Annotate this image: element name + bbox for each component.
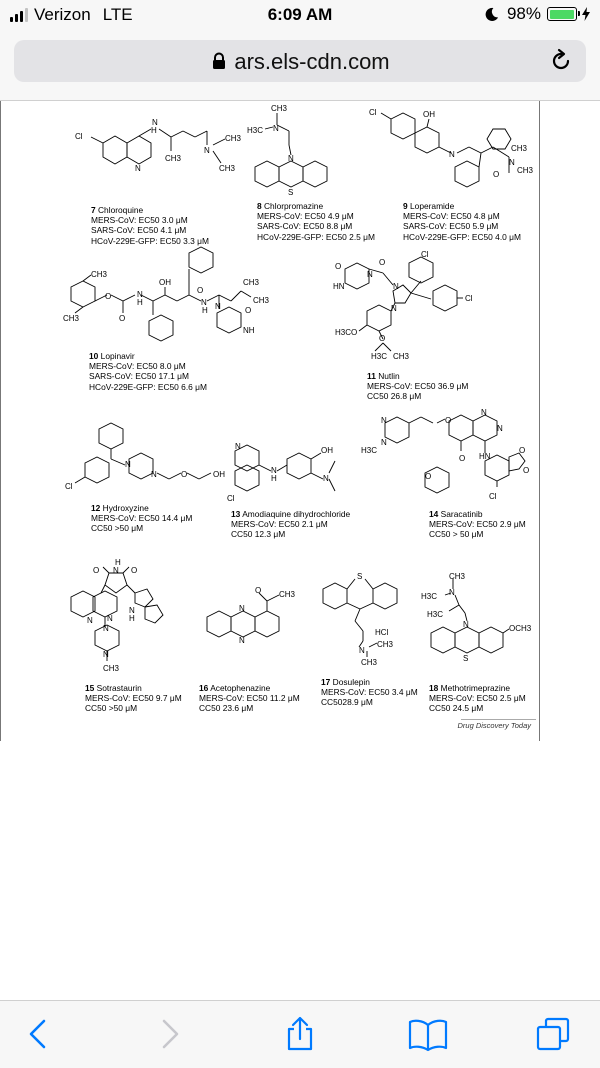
atom-label: CH3: [393, 352, 410, 361]
atom-label: O: [255, 586, 262, 595]
atom-label: O: [459, 454, 466, 463]
atom-label: Cl: [489, 492, 497, 501]
caption-14: 14 Saracatinib MERS-CoV: EC50 2.9 μM CC50 > 50 μM: [429, 509, 526, 540]
do-not-disturb-moon-icon: [484, 7, 499, 22]
network-type: LTE: [102, 5, 133, 24]
atom-label: N: [151, 470, 157, 479]
atom-label: H3C: [421, 592, 438, 601]
structure-11-nutlin: [331, 251, 501, 363]
caption-10: 10 Lopinavir MERS-CoV: EC50 8.0 μM SARS-CoV: EC50 17.1 μM HCoV-229E-GFP: EC50 6.6 μM: [89, 351, 207, 392]
atom-label: N: [391, 304, 397, 313]
atom-label: N: [323, 474, 329, 483]
caption-17: 17 Dosulepin MERS-CoV: EC50 3.4 μM CC5028.9 μM: [321, 677, 418, 708]
atom-label: N: [129, 606, 135, 615]
atom-label: N: [239, 604, 245, 613]
atom-label: H: [151, 126, 157, 135]
atom-label: H: [129, 614, 135, 623]
atom-label: CH3: [377, 640, 394, 649]
atom-label: OH: [321, 446, 333, 455]
atom-label: CH3: [63, 314, 80, 323]
atom-label: CH3: [103, 664, 120, 673]
battery-icon: [547, 7, 577, 21]
atom-label: N: [204, 146, 210, 155]
tabs-icon[interactable]: [536, 1017, 570, 1051]
caption-11: 11 Nutlin MERS-CoV: EC50 36.9 μM CC50 26.8 μM: [367, 371, 469, 402]
atom-label: N: [235, 442, 241, 451]
atom-label: H3C: [247, 126, 264, 135]
atom-label: NH: [243, 326, 255, 335]
atom-label: N: [481, 408, 487, 417]
structure-7-chloroquine: [73, 118, 243, 203]
atom-label: O: [131, 566, 138, 575]
atom-label: H3C: [371, 352, 388, 361]
browser-toolbar: [0, 1000, 600, 1068]
url-text: ars.els-cdn.com: [234, 49, 390, 74]
structure-9-loperamide: [369, 103, 539, 199]
atom-label: N: [201, 298, 207, 307]
structure-14-saracatinib: [361, 407, 541, 511]
atom-label: N: [107, 614, 113, 623]
atom-label: N: [103, 650, 109, 659]
atom-label: N: [215, 302, 221, 311]
atom-label: CH3: [271, 104, 288, 113]
atom-label: N: [271, 466, 277, 475]
atom-label: H: [115, 558, 121, 567]
structure-8-chlorpromazine: [239, 103, 339, 199]
caption-13: 13 Amodiaquine dihydrochloride MERS-CoV: EC50 2.1 μM CC50 12.3 μM: [231, 509, 351, 540]
atom-label: CH3: [165, 154, 182, 163]
bookmarks-book-icon[interactable]: [408, 1017, 448, 1051]
atom-label: CH3: [361, 658, 378, 667]
reload-icon[interactable]: [550, 50, 572, 72]
atom-label: N: [125, 460, 131, 469]
figure-image: [0, 101, 540, 741]
page-content: [0, 101, 600, 1001]
atom-label: N: [152, 118, 158, 127]
atom-label: OH: [423, 110, 435, 119]
atom-label: HN: [333, 282, 345, 291]
atom-label: N: [381, 438, 387, 447]
atom-label: CH3: [253, 296, 270, 305]
atom-label: N: [113, 566, 119, 575]
atom-label: N: [463, 620, 469, 629]
atom-label: O: [379, 334, 386, 343]
atom-label: N: [135, 164, 141, 173]
structure-12-hydroxyzine: [63, 419, 243, 499]
atom-label: N: [288, 154, 294, 163]
browser-address-bar: [0, 30, 600, 101]
atom-label: CH3: [517, 166, 534, 175]
carrier-name: Verizon: [34, 5, 91, 24]
atom-label: OH: [159, 278, 171, 287]
atom-label: O: [379, 258, 386, 267]
charging-bolt-icon: [582, 7, 590, 21]
atom-label: CH3: [91, 270, 108, 279]
atom-label: O: [335, 262, 342, 271]
caption-8: 8 Chlorpromazine MERS-CoV: EC50 4.9 μM SARS-CoV: EC50 8.8 μM HCoV-229E-GFP: EC50 2.5 μM: [257, 201, 375, 242]
atom-label: O: [181, 470, 188, 479]
atom-label: OCH3: [509, 624, 532, 633]
atom-label: CH3: [243, 278, 260, 287]
atom-label: H3C: [361, 446, 378, 455]
atom-label: CH3: [279, 590, 296, 599]
clock: 6:09 AM: [267, 5, 333, 24]
atom-label: O: [119, 314, 126, 323]
atom-label: O: [197, 286, 204, 295]
journal-credit: Drug Discovery Today: [457, 721, 531, 730]
status-right: [484, 4, 590, 24]
atom-label: N: [449, 150, 455, 159]
structure-13-amodiaquine: [221, 437, 361, 507]
atom-label: Cl: [75, 132, 83, 141]
structure-10-lopinavir: [57, 247, 277, 347]
atom-label: CH3: [219, 164, 236, 173]
caption-12: 12 Hydroxyzine MERS-CoV: EC50 14.4 μM CC50 >50 μM: [91, 503, 193, 534]
caption-15: 15 Sotrastaurin MERS-CoV: EC50 9.7 μM CC50 >50 μM: [85, 683, 182, 714]
atom-label: O: [93, 566, 100, 575]
back-chevron-icon[interactable]: [22, 1017, 56, 1051]
atom-label: N: [273, 124, 279, 133]
atom-label: N: [137, 290, 143, 299]
atom-label: H: [202, 306, 208, 315]
atom-label: H3C: [427, 610, 444, 619]
atom-label: Cl: [421, 250, 429, 259]
atom-label: S: [357, 572, 363, 581]
atom-label: N: [367, 270, 373, 279]
url-field[interactable]: [14, 40, 586, 82]
atom-label: CH3: [225, 134, 242, 143]
structure-18-methotrimeprazine: [419, 571, 539, 675]
caption-16: 16 Acetophenazine MERS-CoV: EC50 11.2 μM CC50 23.6 μM: [199, 683, 300, 714]
atom-label: N: [509, 158, 515, 167]
atom-label: N: [103, 624, 109, 633]
caption-7: 7 Chloroquine MERS-CoV: EC50 3.0 μM SARS-CoV: EC50 4.1 μM HCoV-229E-GFP: EC50 3.3 μM: [91, 205, 209, 246]
atom-label: CH3: [511, 144, 528, 153]
atom-label: N: [393, 282, 399, 291]
atom-label: O: [523, 466, 530, 475]
share-icon[interactable]: [283, 1017, 317, 1051]
atom-label: O: [245, 306, 252, 315]
atom-label: N: [381, 416, 387, 425]
atom-label: O: [105, 292, 112, 301]
battery-percent: 98%: [506, 4, 541, 23]
atom-label: O: [493, 170, 500, 179]
caption-9: 9 Loperamide MERS-CoV: EC50 4.8 μM SARS-CoV: EC50 5.9 μM HCoV-229E-GFP: EC50 4.0 μM: [403, 201, 521, 242]
status-bar: [0, 0, 600, 30]
structure-17-dosulepin: [315, 567, 415, 671]
atom-label: O: [519, 446, 526, 455]
atom-label: CH3: [449, 572, 466, 581]
atom-label: OH: [213, 470, 225, 479]
atom-label: O: [445, 416, 452, 425]
battery-level-fill: [550, 10, 575, 19]
atom-label: H: [137, 298, 143, 307]
forward-chevron-icon[interactable]: [152, 1017, 186, 1051]
atom-label: N: [87, 616, 93, 625]
atom-label: N: [497, 424, 503, 433]
atom-label: H: [271, 474, 277, 483]
atom-label: Cl: [65, 482, 73, 491]
atom-label: N: [449, 588, 455, 597]
atom-label: S: [463, 654, 469, 663]
atom-label: O: [425, 472, 432, 481]
atom-label: N: [359, 646, 365, 655]
atom-label: N: [239, 636, 245, 645]
atom-label: HN: [479, 452, 491, 461]
structure-15-sotrastaurin: [63, 558, 173, 685]
structure-16-acetophenazine: [201, 586, 301, 659]
atom-label: Cl: [369, 108, 377, 117]
atom-label: HCl: [375, 628, 389, 637]
credit-divider: [461, 719, 536, 720]
atom-label: Cl: [465, 294, 473, 303]
caption-18: 18 Methotrimeprazine MERS-CoV: EC50 2.5 μM CC50 24.5 μM: [429, 683, 526, 714]
atom-label: Cl: [227, 494, 235, 503]
atom-label: H3CO: [335, 328, 358, 337]
atom-label: S: [288, 188, 294, 197]
